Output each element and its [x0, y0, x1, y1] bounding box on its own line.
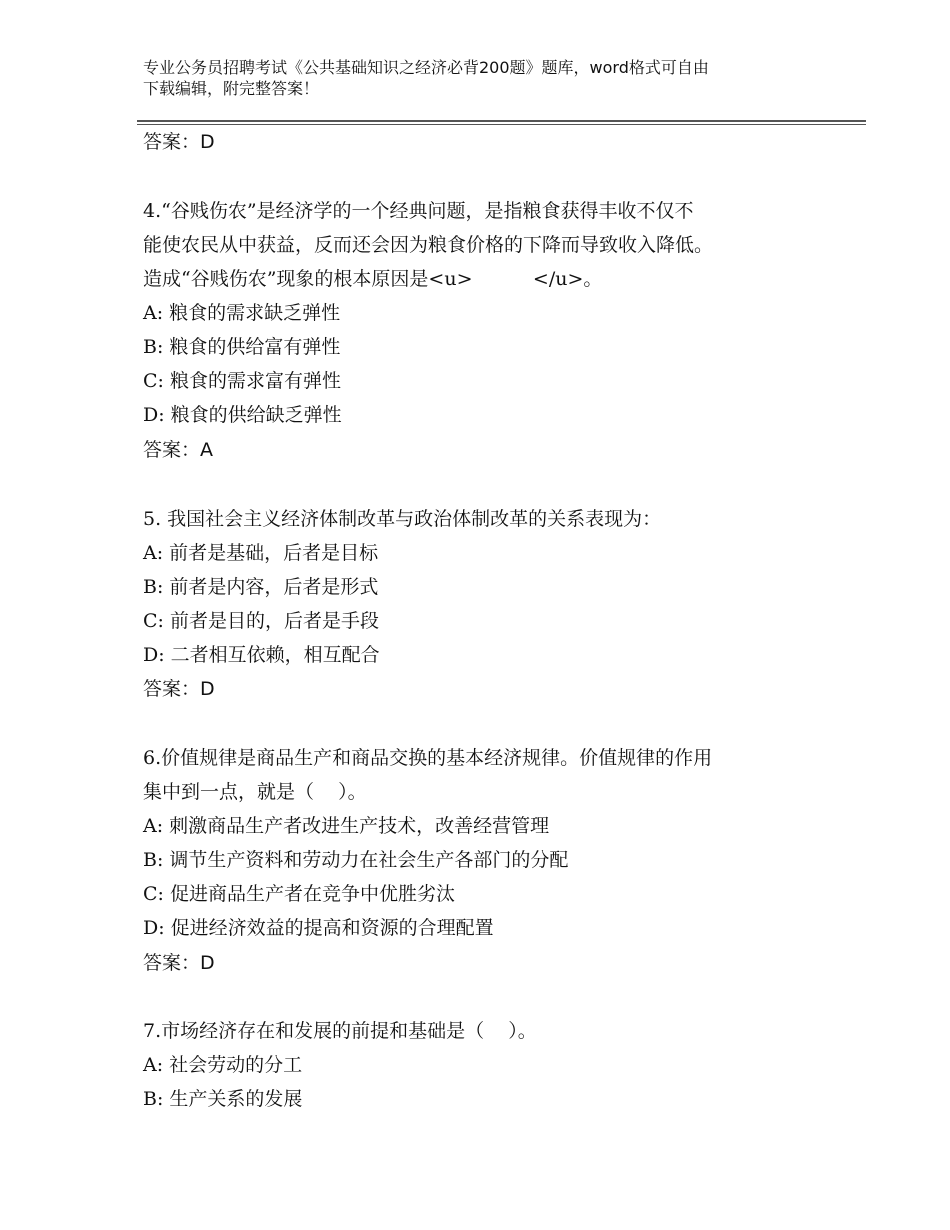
answer-previous: 答案：D	[143, 131, 215, 153]
question-5-option-c: C: 前者是目的，后者是手段	[143, 610, 379, 632]
question-5-option-d: D: 二者相互依赖，相互配合	[143, 644, 380, 666]
page-header	[143, 57, 823, 99]
question-6-option-a: A: 刺激商品生产者改进生产技术，改善经营管理	[143, 815, 550, 837]
question-4-stem-line-3: 造成“谷贱伤农”现象的根本原因是<u> </u>。	[143, 268, 603, 290]
question-4-option-c: C: 粮食的需求富有弹性	[143, 370, 341, 392]
question-4-option-d: D: 粮食的供给缺乏弹性	[143, 404, 342, 426]
question-6-option-b: B: 调节生产资料和劳动力在社会生产各部门的分配	[143, 849, 569, 871]
header-rule	[137, 120, 866, 122]
question-5-option-b: B: 前者是内容，后者是形式	[143, 576, 379, 598]
header-line-1: 专业公务员招聘考试《公共基础知识之经济必背200题》题库，word格式可自由	[143, 58, 709, 77]
question-6-option-c: C: 促进商品生产者在竞争中优胜劣汰	[143, 883, 455, 905]
header-rule-thin	[137, 124, 866, 125]
question-4-answer: 答案：A	[143, 439, 213, 461]
question-6-stem-line-2: 集中到一点，就是（ ）。	[143, 781, 367, 803]
question-6-answer: 答案：D	[143, 952, 215, 974]
header-line-2: 下载编辑，附完整答案！	[143, 79, 320, 98]
question-4-option-b: B: 粮食的供给富有弹性	[143, 336, 341, 358]
question-5-stem: 5. 我国社会主义经济体制改革与政治体制改革的关系表现为：	[143, 508, 662, 530]
question-7-option-b: B: 生产关系的发展	[143, 1088, 303, 1110]
question-7-stem: 7.市场经济存在和发展的前提和基础是（ ）。	[143, 1020, 537, 1042]
question-4-stem-line-1: 4.“谷贱伤农”是经济学的一个经典问题，是指粮食获得丰收不仅不	[143, 200, 694, 222]
question-7-option-a: A: 社会劳动的分工	[143, 1054, 303, 1076]
question-5-option-a: A: 前者是基础，后者是目标	[143, 542, 379, 564]
question-6-option-d: D: 促进经济效益的提高和资源的合理配置	[143, 917, 494, 939]
question-6-stem-line-1: 6.价值规律是商品生产和商品交换的基本经济规律。价值规律的作用	[143, 747, 713, 769]
question-5-answer: 答案：D	[143, 678, 215, 700]
question-4-option-a: A: 粮食的需求缺乏弹性	[143, 302, 341, 324]
question-4-stem-line-2: 能使农民从中获益，反而还会因为粮食价格的下降而导致收入降低。	[143, 234, 714, 256]
